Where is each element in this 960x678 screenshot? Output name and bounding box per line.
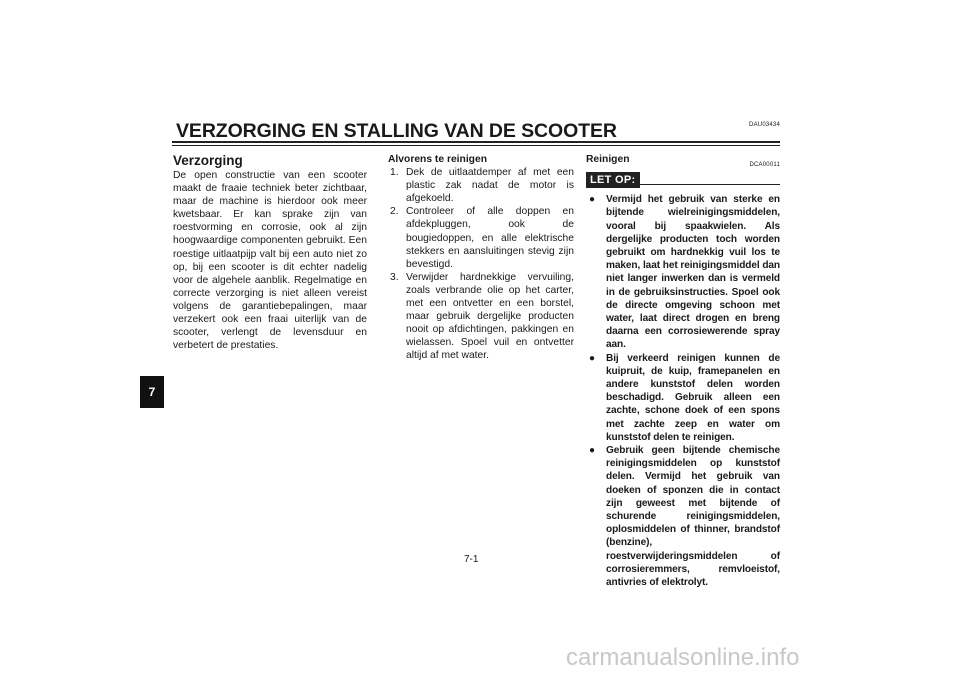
- step-number: 2.: [390, 206, 399, 218]
- step-text: Controleer of alle doppen en afdekpluggen, ook de bougiedoppen, en alle elektrische stekkers en aansluitingen stevig zijn bevestigd.: [406, 206, 574, 270]
- notice-header: [586, 162, 780, 189]
- bullet-icon: ●: [589, 194, 595, 206]
- warning-text: Gebruik geen bijtende chemische reinigingsmiddelen op kunststof delen. Vermijd het gebruik van doeken of sponzen die in contact zijn geweest met bijtende of schurende reinigingsmiddelen, oplosmiddelen of thinner, brandstof (benzine), roestverwijderingsmiddelen of corrosieremmers, remvloeistof, antivries of elektrolyt.: [606, 444, 780, 588]
- list-item: [388, 166, 574, 205]
- warnings-list: [586, 193, 780, 589]
- column-cleaning: [586, 153, 780, 589]
- step-number: 3.: [390, 271, 399, 283]
- column-care: [173, 153, 367, 352]
- notice-rule: [640, 184, 780, 185]
- warning-text: Vermijd het gebruik van sterke en bijtende wielreinigingsmiddelen, vooral bij spaakwielen. Als dergelijke producten toch worden gebruikt om hardnekkig vuil los te maken, laat het reinigingsmiddel dan niet langer inwerken dan is vermeld in de gebruiksinstructies. Spoel ook de directe omgeving schoon met water, laat direct drogen en breng daarna een corrosiewerende spray aan.: [606, 194, 780, 351]
- list-item: [586, 193, 780, 351]
- bullet-icon: ●: [589, 444, 595, 456]
- page-number: 7-1: [464, 554, 479, 565]
- list-item: [586, 352, 780, 444]
- section-heading: Verzorging: [173, 153, 243, 168]
- step-text: Verwijder hardnekkige vervuiling, zoals verbrande olie op het carter, met een ontvetter en een borstel, maar gebruik dergelijke producten nooit op afdichtingen, pakkingen en wielassen. Spoel vuil en ontvetter altijd af met water.: [406, 271, 574, 362]
- column-before-cleaning: [388, 153, 574, 363]
- steps-list: [388, 166, 574, 362]
- list-item: [586, 444, 780, 589]
- subheading-cleaning: Reinigen: [586, 154, 630, 165]
- doc-code: DAU03434: [749, 122, 780, 128]
- title-rule-thin: [172, 145, 780, 146]
- notice-badge: LET OP:: [586, 172, 640, 188]
- bullet-icon: ●: [589, 352, 595, 364]
- notice-code: DCA00011: [749, 162, 780, 169]
- warning-text: Bij verkeerd reinigen kunnen de kuipruit, de kuip, framepanelen en andere kunststof delen worden beschadigd. Gebruik alleen een zachte, schone doek of een spons met zachte zeep en water om kunststof delen te reinigen.: [606, 352, 780, 443]
- list-item: [388, 271, 574, 363]
- step-text: Dek de uitlaatdemper af met een plastic zak nadat de motor is afgekoeld.: [406, 167, 574, 205]
- subheading-before-cleaning: Alvorens te reinigen: [388, 154, 487, 165]
- step-number: 1.: [390, 167, 399, 179]
- page-title: VERZORGING EN STALLING VAN DE SCOOTER: [176, 120, 617, 142]
- chapter-tab: 7: [140, 376, 164, 408]
- watermark: carmanualsonline.info: [566, 644, 800, 671]
- list-item: [388, 205, 574, 270]
- title-rule: [172, 141, 780, 143]
- intro-paragraph: De open constructie van een scooter maakt de fraaie techniek beter zichtbaar, maar de machine is hierdoor ook meer kwetsbaar. Er kan sprake zijn van roestvorming en corrosie, ook al zijn hoogwaardige componenten gebruikt. Een roestige uitlaatpijp valt bij een auto niet zo op, bij een scooter is dit echter nadelig voor de algehele aanblik. Regelmatige en correcte verzorging is niet alleen vereist volgens de garantiebepalingen, maar verzekert ook een fraai uiterlijk van de scooter, verlengt de levensduur en verbetert de prestaties.: [173, 170, 367, 352]
